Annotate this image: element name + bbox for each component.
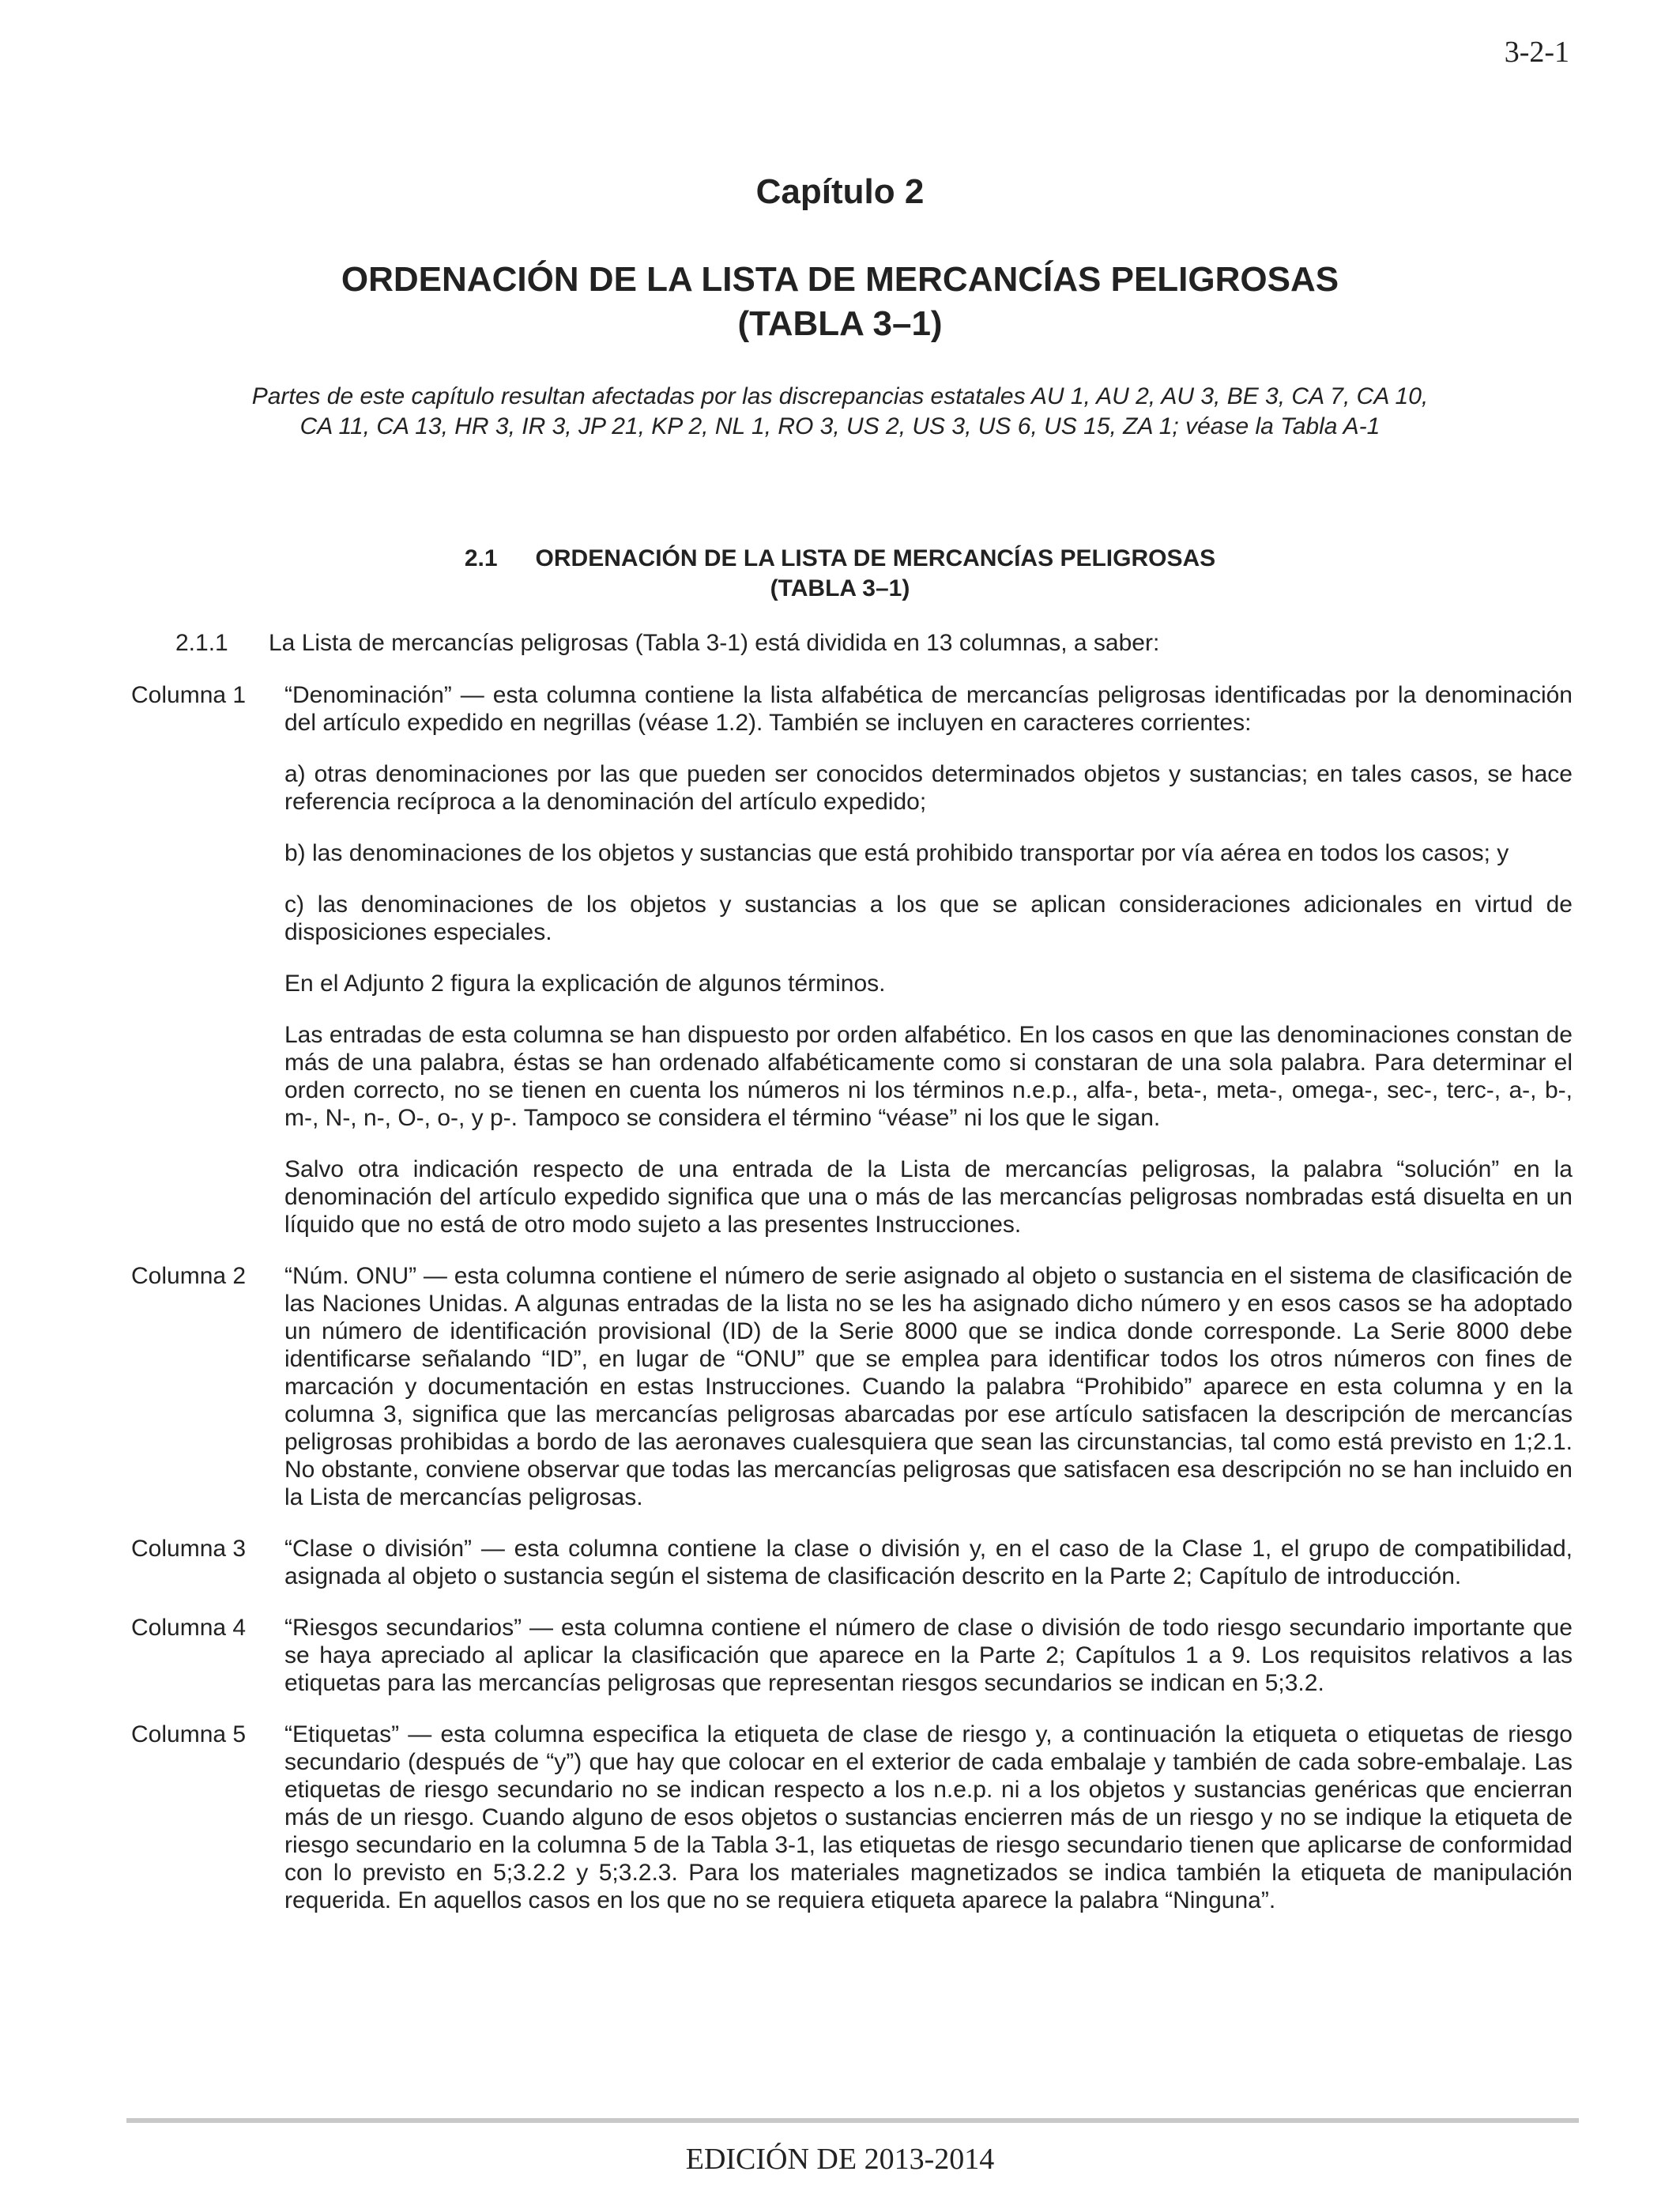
chapter-title [0,258,1680,346]
column-paragraph: Las entradas de esta columna se han dispuesto por orden alfabético. En los casos en que las denominaciones constan de más de una palabra, éstas se han ordenado alfabéticamente como si constaran de una sola palabra. Para determinar el orden correcto, no se tienen en cuenta los números ni los términos n.e.p., alfa-, beta-, meta-, omega-, sec-, terc-, a-, b-, m-, N-, n-, O-, o-, y p-. Tampoco se considera el término “véase” ni los que le sigan. [284,1022,1573,1131]
column-content [284,1721,1573,1914]
column-paragraph: En el Adjunto 2 figura la explicación de algunos términos. [284,971,886,997]
column-label: Columna 1 [131,682,247,708]
column-entry-2 [131,1262,1573,1511]
column-paragraph: c) las denominaciones de los objetos y sustancias a los que se aplican consideraciones adicionales en virtud de disposiciones especiales. [284,892,1573,945]
page-number: 3-2-1 [1504,36,1569,69]
column-content [284,1535,1573,1590]
intro-line-1: Partes de este capítulo resultan afectadas por las discrepancias estatales AU 1, AU 2, AU 3, BE 3, CA 7, CA 10, [251,383,1429,409]
column-label: Columna 4 [131,1615,247,1641]
chapter-intro-note [158,382,1522,442]
paragraph-number: 2.1.1 [175,630,228,656]
column-paragraph: b) las denominaciones de los objetos y sustancias que está prohibido transportar por vía aérea en todos los casos; y [284,840,1509,866]
intro-line-2: CA 11, CA 13, HR 3, IR 3, JP 21, KP 2, NL 1, RO 3, US 2, US 3, US 6, US 15, ZA 1; véase la Tabla A-1 [299,413,1381,439]
column-paragraph: “Denominación” — esta columna contiene la lista alfabética de mercancías peligrosas identificadas por la denominación del artículo expedido en negrillas (véase 1.2). También se incluyen en caracteres corrientes: [284,682,1573,736]
section-number: 2.1 [464,545,498,571]
column-paragraph: “Riesgos secundarios” — esta columna contiene el número de clase o división de todo riesgo secundario importante que se haya apreciado al aplicar la clasificación que aparece en la Parte 2; Capítulos 1 a 9. Los requisitos relativos a las etiquetas para las mercancías peligrosas que representan riesgos secundarios se indican en 5;3.2. [284,1615,1573,1696]
column-descriptions [131,681,1573,1938]
column-content [284,681,1573,1238]
column-paragraph: “Núm. ONU” — esta columna contiene el número de serie asignado al objeto o sustancia en el sistema de clasificación de las Naciones Unidas. A algunas entradas de la lista no se les ha asignado dicho número y en esos casos se ha adoptado un número de identificación provisional (ID) de la Serie 8000 que se indica donde corresponde. La Serie 8000 debe identificarse señalando “ID”, en lugar de “ONU” que se emplea para identificar todos los otros números con fines de marcación y documentación en estas Instrucciones. Cuando la palabra “Prohibido” aparece en esta columna y en la columna 3, significa que las mercancías peligrosas abarcadas por ese artículo satisfacen la descripción de mercancías peligrosas prohibidas a bordo de las aeronaves cualesquiera que sean las circunstancias, tal como está previsto en 1;2.1. No obstante, conviene observar que todas las mercancías peligrosas que satisfacen esa descripción no se han incluido en la Lista de mercancías peligrosas. [284,1263,1573,1510]
section-title-line-2: (TABLA 3–1) [770,575,910,601]
column-entry-5 [131,1721,1573,1914]
column-entry-4 [131,1614,1573,1697]
column-paragraph: “Clase o división” — esta columna contiene la clase o división y, en el caso de la Clase 1, el grupo de compatibilidad, asignada al objeto o sustancia según el sistema de clasificación descrito en la Parte 2; Capítulo de introducción. [284,1536,1573,1589]
paragraph-2-1-1 [175,629,1159,658]
chapter-title-line-1: ORDENACIÓN DE LA LISTA DE MERCANCÍAS PELIGROSAS [341,260,1339,299]
column-content [284,1614,1573,1697]
section-heading [0,544,1680,604]
chapter-title-line-2: (TABLA 3–1) [737,304,943,343]
column-label: Columna 5 [131,1721,247,1747]
column-content [284,1262,1573,1511]
column-label: Columna 3 [131,1536,247,1562]
chapter-label: Capítulo 2 [755,172,925,211]
edition-footer: EDICIÓN DE 2013-2014 [685,2143,995,2176]
column-label: Columna 2 [131,1263,247,1289]
column-entry-1 [131,681,1573,1238]
section-title-line-1: ORDENACIÓN DE LA LISTA DE MERCANCÍAS PELIGROSAS [535,545,1216,571]
paragraph-text: La Lista de mercancías peligrosas (Tabla 3-1) está dividida en 13 columnas, a saber: [269,630,1160,656]
column-entry-3 [131,1535,1573,1590]
column-paragraph: a) otras denominaciones por las que pueden ser conocidos determinados objetos y sustancias; en tales casos, se hace referencia recíproca a la denominación del artículo expedido; [284,761,1573,815]
column-paragraph: Salvo otra indicación respecto de una entrada de la Lista de mercancías peligrosas, la palabra “solución” en la denominación del artículo expedido significa que una o más de las mercancías peligrosas nombradas está disuelta en un líquido que no está de otro modo sujeto a las presentes Instrucciones. [284,1156,1573,1238]
footer-divider [126,2118,1579,2123]
column-paragraph: “Etiquetas” — esta columna especifica la etiqueta de clase de riesgo y, a continuación la etiqueta o etiquetas de riesgo secundario (después de “y”) que hay que colocar en el exterior de cada embalaje y también de cada sobre-embalaje. Las etiquetas de riesgo secundario no se indican respecto a los n.e.p. ni a los objetos y sustancias genéricas que encierran más de un riesgo. Cuando alguno de esos objetos o sustancias encierren más de un riesgo y no se indique la etiqueta de riesgo secundario en la columna 5 de la Tabla 3-1, las etiquetas de riesgo secundario tienen que aplicarse de conformidad con lo previsto en 5;3.2.2 y 5;3.2.3. Para los materiales magnetizados se indica también la etiqueta de manipulación requerida. En aquellos casos en los que no se requiera etiqueta aparece la palabra “Ninguna”. [284,1721,1573,1913]
